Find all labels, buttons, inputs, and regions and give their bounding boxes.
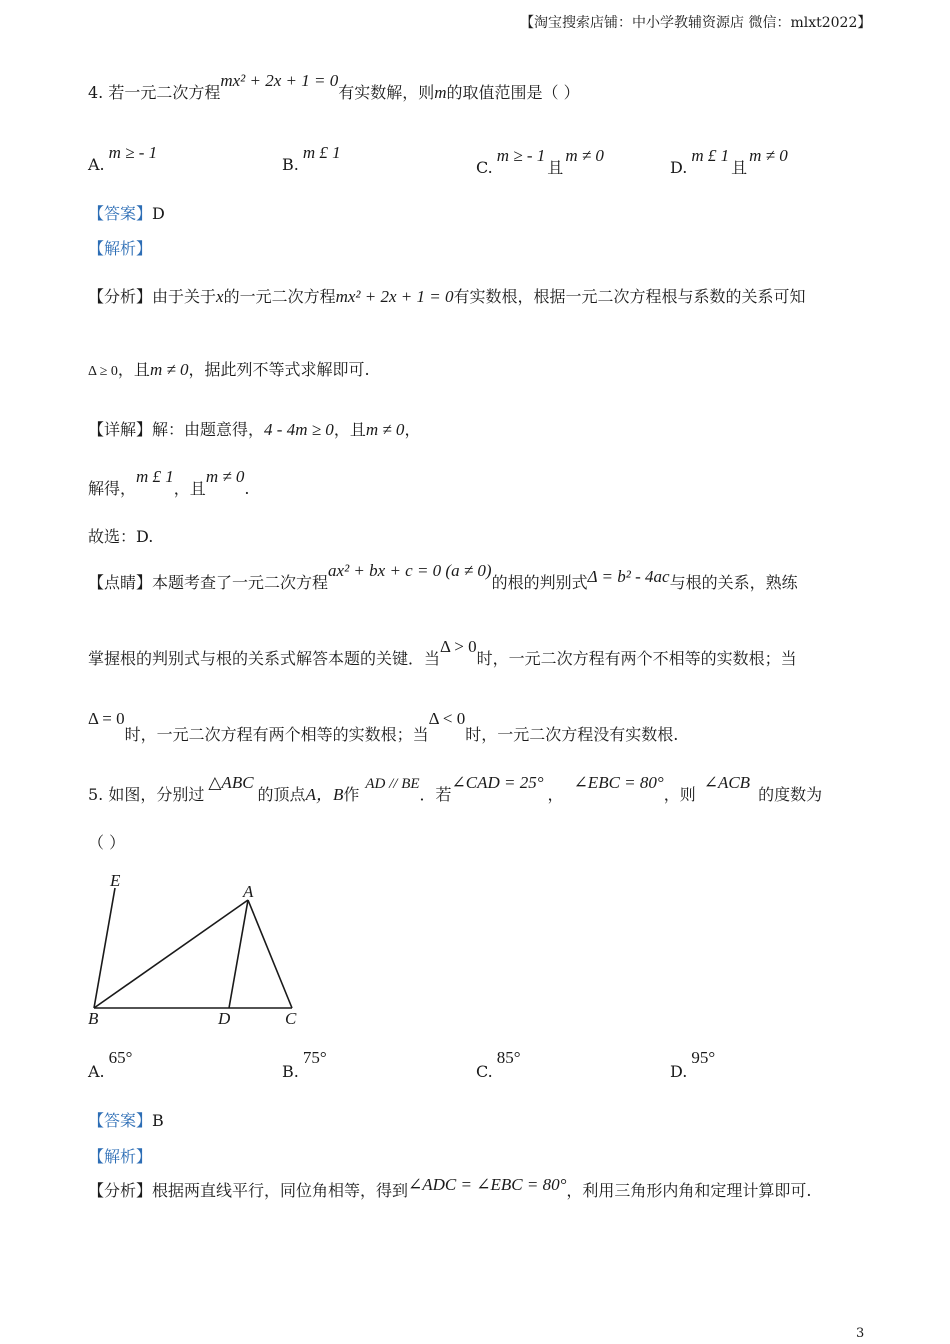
q4-answer — [88, 201, 165, 224]
dianjing-delta-gt: Δ > 0 — [440, 637, 477, 656]
answer-value: D — [152, 204, 165, 223]
q5-option-c[interactable] — [476, 1048, 521, 1081]
detail-inequality: 4 - 4m ≥ 0 — [264, 420, 334, 439]
detail-tag: 【详解】 — [88, 420, 153, 439]
q5-option-d[interactable] — [670, 1048, 716, 1081]
fenxi-text: 根据两直线平行，同位角相等，得到 — [152, 1181, 409, 1200]
fenxi-tag: 【分析】 — [88, 287, 153, 306]
option-label: C. — [476, 1062, 493, 1081]
q4-fenxi — [88, 284, 806, 307]
option-value: 95° — [691, 1048, 716, 1067]
q5-figure — [80, 868, 320, 1033]
dianjing-equation: ax² + bx + c = 0 (a ≠ 0) — [328, 561, 492, 580]
dianjing-delta-lt: Δ < 0 — [428, 709, 466, 728]
option-label: B. — [282, 155, 299, 174]
q5-parallel: AD // BE — [365, 776, 420, 792]
option-math: m ≥ - 1 — [108, 143, 158, 162]
q4-dianjing-line3 — [88, 708, 679, 744]
fenxi-text: ，利用三角形内角和定理计算即可. — [566, 1181, 812, 1200]
solution-text: . — [244, 479, 250, 498]
q5-analysis-tag: 【解析】 — [88, 1147, 153, 1166]
q4-dianjing-line2 — [88, 637, 797, 669]
option-value: 65° — [108, 1048, 133, 1067]
page-number: 3 — [856, 1326, 865, 1341]
q5-triangle: △ABC — [208, 773, 254, 792]
question-4-stem — [88, 71, 580, 103]
dianjing-text: 掌握根的判别式与根的关系式解答本题的关键．当 — [88, 649, 441, 668]
solution-m1: m £ 1 — [136, 467, 174, 486]
segment-ba — [94, 900, 248, 1008]
fenxi-equation: mx² + 2x + 1 = 0 — [335, 287, 454, 306]
detail-text: ， — [404, 420, 421, 439]
answer-tag: 【答案】 — [88, 1111, 153, 1130]
segment-ad — [229, 900, 248, 1008]
q4-equation: mx² + 2x + 1 = 0 — [220, 71, 339, 90]
label-c: C — [285, 1009, 297, 1028]
fenxi-var: x — [216, 287, 224, 306]
option-label: A. — [88, 1062, 105, 1081]
question-5-stem — [88, 773, 823, 805]
q4-stem-text2: 有实数解，则 — [338, 83, 435, 102]
page-header: 【淘宝搜索店铺：中小学教辅资源店 微信：mlxt2022】 — [520, 15, 872, 31]
dianjing-delta-eq: Δ = 0 — [88, 709, 125, 728]
q5-option-b[interactable] — [282, 1048, 327, 1081]
dianjing-text: 时，一元二次方程有两个相等的实数根；当 — [124, 725, 429, 744]
dianjing-text: 本题考查了一元二次方程 — [152, 573, 329, 592]
dianjing-text: 的根的判别式 — [491, 573, 588, 592]
option-and: 且 — [731, 158, 748, 177]
q5-stem-text: 的顶点 — [257, 785, 306, 804]
fenxi-equation: ∠ADC = ∠EBC = 80° — [408, 1175, 567, 1194]
q4-option-d[interactable] — [670, 143, 788, 177]
detail-m: m ≠ 0 — [365, 420, 405, 439]
label-a: A — [243, 882, 254, 901]
condition-text: ，据此列不等式求解即可. — [188, 360, 370, 379]
segment-ac — [248, 900, 292, 1008]
option-math-tail: m ≠ 0 — [565, 146, 604, 165]
condition-m: m ≠ 0 — [149, 360, 189, 379]
fenxi-text: 由于关于 — [152, 287, 217, 306]
q5-stem-text: 作 — [343, 785, 360, 804]
option-math: m ≥ - 1 — [496, 146, 546, 165]
option-value: 85° — [496, 1048, 521, 1067]
option-label: B. — [282, 1062, 299, 1081]
option-label: D. — [670, 1062, 688, 1081]
fenxi-text: 有实数根，根据一元二次方程根与系数的关系可知 — [453, 287, 806, 306]
option-and: 且 — [547, 158, 564, 177]
q4-choose: 故选：D. — [88, 527, 154, 546]
detail-text: 解：由题意得， — [152, 420, 265, 439]
solution-m2: m ≠ 0 — [205, 467, 245, 486]
condition-delta: Δ ≥ 0 — [88, 364, 118, 379]
answer-tag: 【答案】 — [88, 204, 153, 223]
dianjing-text: 与根的关系，熟练 — [669, 573, 798, 592]
q5-answer — [88, 1108, 164, 1131]
condition-text: ，且 — [117, 360, 150, 379]
option-math-tail: m ≠ 0 — [749, 146, 788, 165]
option-label: C. — [476, 158, 493, 177]
q5-stem-text: 5. 如图，分别过 — [88, 785, 205, 804]
q5-vertices: A，B — [305, 785, 344, 804]
q4-option-a[interactable] — [88, 143, 158, 174]
q5-paren: （ ） — [88, 833, 126, 852]
option-value: 75° — [302, 1048, 327, 1067]
q5-angle-ebc: ∠EBC = 80° — [573, 773, 664, 792]
option-math: m £ 1 — [302, 143, 341, 162]
label-d: D — [218, 1009, 231, 1028]
fenxi-tag: 【分析】 — [88, 1181, 153, 1200]
q5-stem-text: 的度数为 — [758, 785, 823, 804]
dianjing-discriminant: Δ = b² - 4ac — [587, 567, 670, 586]
q4-option-b[interactable] — [282, 143, 341, 174]
dianjing-text: 时，一元二次方程没有实数根. — [465, 725, 679, 744]
q4-dianjing — [88, 561, 798, 593]
option-label: D. — [670, 158, 688, 177]
option-label: A. — [88, 155, 105, 174]
q5-angle-cad: ∠CAD = 25° — [451, 773, 544, 792]
dianjing-text: 时，一元二次方程有两个不相等的实数根；当 — [476, 649, 797, 668]
q4-analysis-tag: 【解析】 — [88, 239, 153, 258]
q4-stem-text: 4. 若一元二次方程 — [88, 83, 221, 102]
solution-text: ，且 — [173, 479, 206, 498]
q5-stem-text: ， — [547, 785, 564, 804]
q4-solution — [88, 467, 250, 499]
label-b: B — [88, 1009, 99, 1028]
answer-value: B — [152, 1111, 164, 1130]
q5-option-a[interactable] — [88, 1048, 133, 1081]
q4-stem-text3: 的取值范围是（ ） — [446, 83, 580, 102]
solution-text: 解得， — [88, 479, 137, 498]
q4-detail — [88, 417, 420, 440]
q5-fenxi — [88, 1175, 812, 1201]
q4-option-c[interactable] — [476, 143, 604, 177]
dianjing-tag: 【点睛】 — [88, 573, 153, 592]
q4-condition — [88, 357, 370, 380]
q5-stem-text: ．若 — [419, 785, 452, 804]
segment-be — [94, 888, 115, 1008]
q5-stem-text: ，则 — [663, 785, 696, 804]
detail-text: ，且 — [333, 420, 366, 439]
q4-var-m: m — [434, 83, 447, 102]
q5-angle-acb: ∠ACB — [703, 773, 751, 792]
label-e: E — [110, 871, 121, 890]
option-math: m £ 1 — [691, 146, 730, 165]
fenxi-text: 的一元二次方程 — [223, 287, 336, 306]
